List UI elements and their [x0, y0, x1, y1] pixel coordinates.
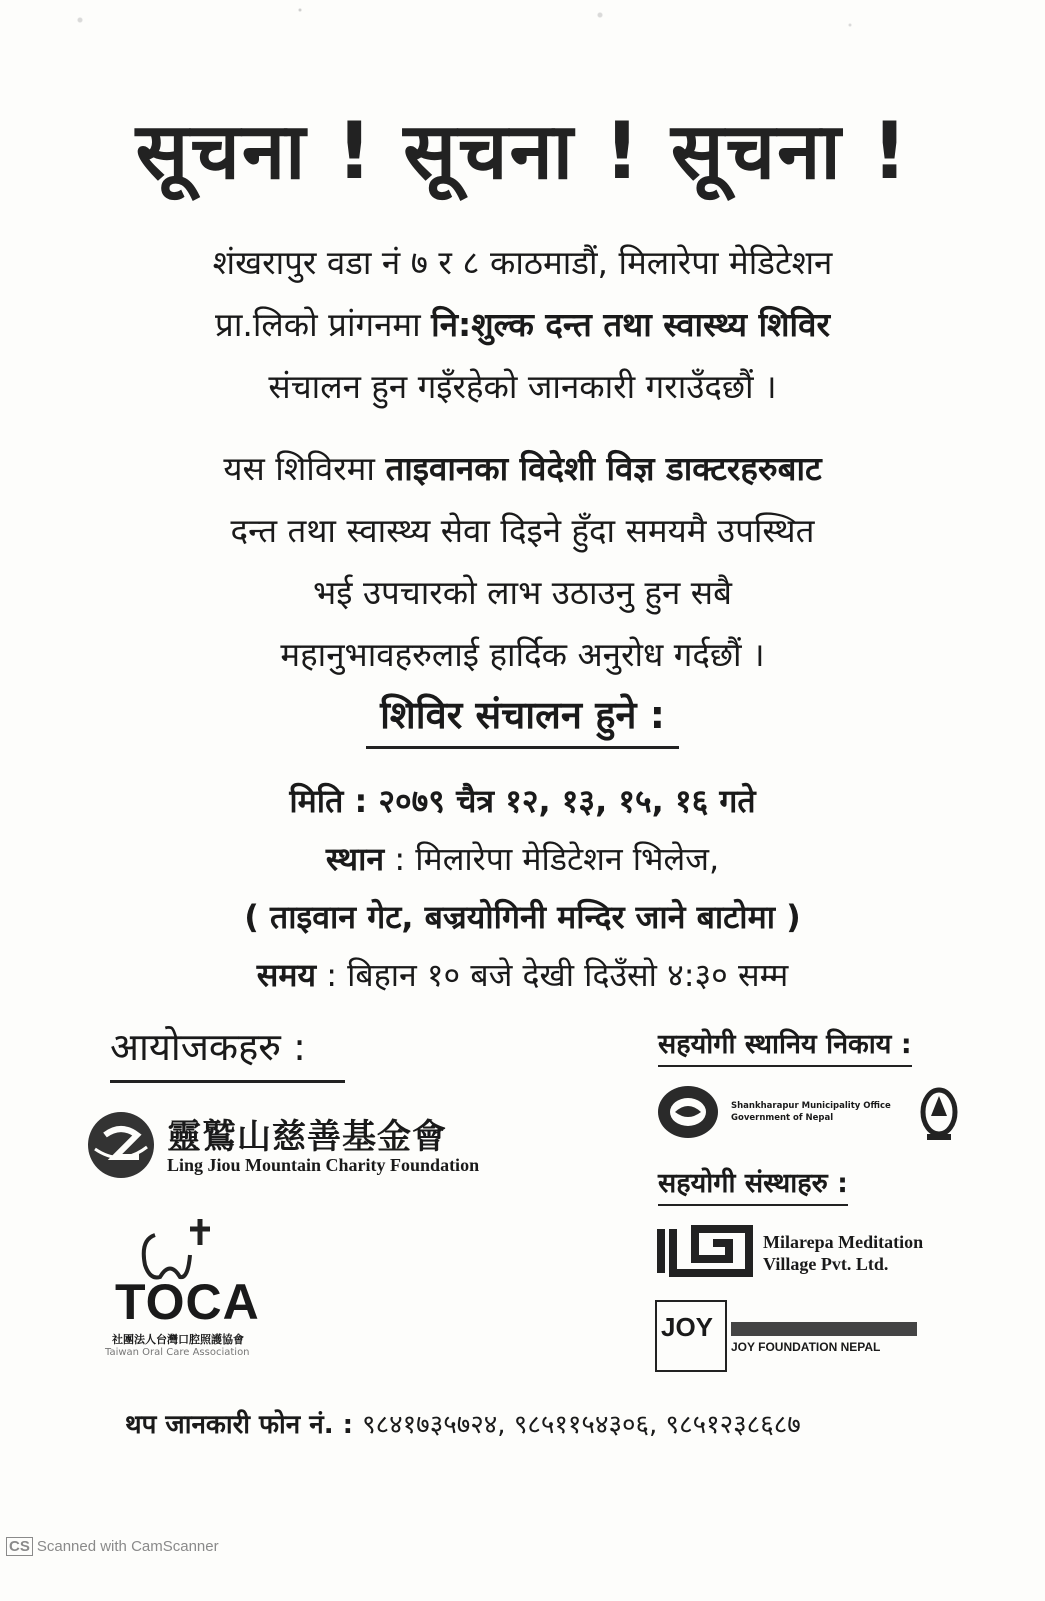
joy-tagline-bar [731, 1322, 917, 1336]
intro-line-2 [0, 294, 1045, 356]
appeal-paragraph [0, 438, 1045, 686]
intro-line-2-text: प्रा.लिको प्रांगनमा [215, 305, 432, 344]
toca-wordmark: TOCA [115, 1274, 260, 1330]
milarepa-name-line-1: Milarepa Meditation [763, 1232, 924, 1252]
milarepa-logo-block [655, 1225, 945, 1285]
municipality-emblem-icon [655, 1082, 721, 1142]
free-camp-text: नि:शुल्क दन्त तथा स्वास्थ्य शिविर [431, 305, 830, 344]
ling-jiou-chinese-name: 靈鷲山慈善基金會 [167, 1117, 447, 1157]
milarepa-name [763, 1231, 923, 1275]
schedule-details [0, 772, 1045, 1004]
government-name: Government of Nepal [731, 1113, 834, 1123]
date-value: : २०७९ चैत्र १२, १३, १५, १६ गते [343, 782, 756, 820]
appeal-line-3: भई उपचारको लाभ उठाउनु हुन सबै [313, 573, 732, 612]
intro-line-1: शंखरापुर वडा नं ७ र ८ काठमाडौं, मिलारेपा मेडिटेशन [212, 243, 833, 282]
schedule-heading-wrap [0, 688, 1045, 749]
scan-noise [0, 0, 1045, 60]
doctors-text: ताइवानका विदेशी विज्ञ डाक्टरहरुबाट [385, 449, 822, 488]
partners-heading: सहयोगी संस्थाहरु : [658, 1163, 848, 1206]
joy-logo-box [655, 1300, 727, 1372]
appeal-line-4: महानुभावहरुलाई हार्दिक अनुरोध गर्दछौं । [280, 635, 765, 674]
camscanner-watermark [6, 1537, 219, 1556]
municipality-name: Shankharapur Municipality Office [731, 1101, 891, 1111]
appeal-line-1 [0, 438, 1045, 500]
notice-title: सूचना ! सूचना ! सूचना ! [135, 107, 910, 197]
joy-wordmark: JOY [661, 1312, 714, 1342]
shankharapur-logo-block [655, 1078, 975, 1148]
toca-chinese-name: 社團法人台灣口腔照護協會 [112, 1333, 244, 1346]
place-value: : मिलारेपा मेडिटेशन भिलेज, [384, 840, 720, 878]
ling-jiou-english-name: Ling Jiou Mountain Charity Foundation [167, 1155, 480, 1175]
place-row [0, 830, 1045, 888]
joy-foundation-name: JOY FOUNDATION NEPAL [731, 1340, 881, 1354]
date-row [0, 772, 1045, 830]
date-label: मिति [289, 782, 344, 820]
camscanner-icon: CS [6, 1537, 33, 1556]
ling-jiou-logo-block [85, 1105, 485, 1185]
milarepa-name-line-2: Village Pvt. Ltd. [763, 1254, 889, 1274]
place-label: स्थान [325, 840, 385, 878]
municipality-text [731, 1100, 891, 1124]
ling-jiou-logo-icon [85, 1109, 157, 1181]
milarepa-logo-icon [655, 1225, 755, 1277]
time-value: : बिहान १० बजे देखी दिउँसो ४:३० सम्म [316, 956, 789, 994]
camscanner-text: Scanned with CamScanner [36, 1538, 219, 1555]
contact-numbers: ९८४१७३५७२४, ९८५११५४३०६, ९८५१२३८६८७ [362, 1410, 801, 1440]
organizers-heading: आयोजकहरु : [110, 1020, 345, 1083]
time-row [0, 946, 1045, 1004]
joy-foundation-logo-block [655, 1300, 925, 1372]
toca-logo-block [100, 1215, 300, 1365]
schedule-heading: शिविर संचालन हुने : [366, 688, 679, 749]
nepal-emblem-icon [917, 1086, 961, 1142]
toca-english-name: Taiwan Oral Care Association [105, 1347, 250, 1358]
local-support-heading: सहयोगी स्थानिय निकाय : [658, 1024, 912, 1067]
intro-line-3: संचालन हुन गइँरहेको जानकारी गराउँदछौं । [268, 367, 777, 406]
appeal-line-2: दन्त तथा स्वास्थ्य सेवा दिइने हुँदा समयमै उपस्थित [230, 511, 815, 550]
contact-label: थप जानकारी फोन नं. : [125, 1410, 363, 1440]
contact-line [125, 1405, 801, 1441]
appeal-line-1-text: यस शिविरमा [223, 449, 386, 488]
time-label: समय [256, 956, 317, 994]
intro-paragraph [0, 232, 1045, 418]
place-note: ( ताइवान गेट, बज्रयोगिनी मन्दिर जाने बाटोमा ) [244, 898, 801, 936]
